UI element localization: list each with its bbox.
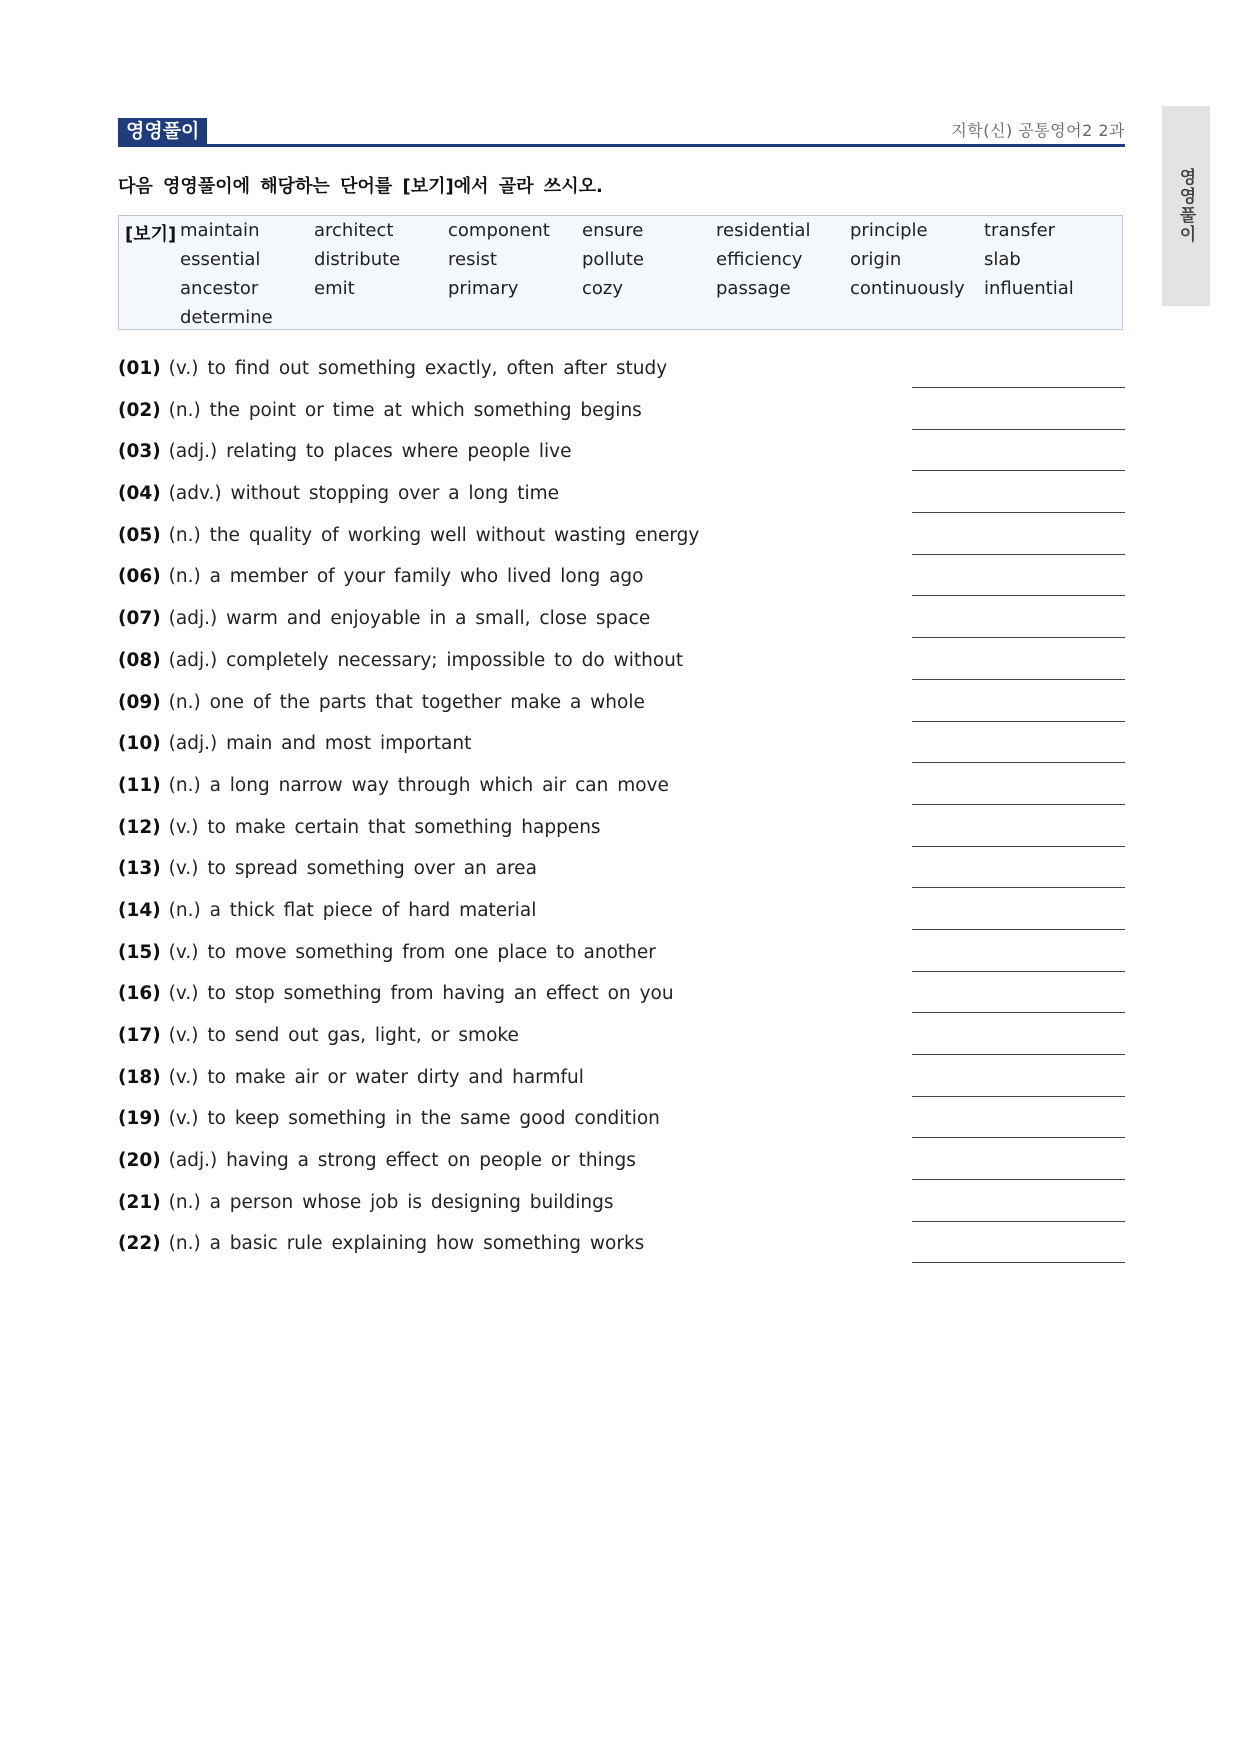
word-bank-item: emit (314, 278, 355, 299)
section-label: 영영풀이 (118, 118, 207, 144)
question-definition: (v.) to make certain that something happens (168, 816, 601, 838)
question-number: (22) (118, 1233, 161, 1255)
question-definition: (v.) to move something from one place to another (168, 941, 656, 963)
side-tab-label: 영영풀이 (1175, 168, 1196, 244)
question-number: (07) (118, 608, 161, 630)
question-item (118, 358, 1125, 400)
answer-blank[interactable] (912, 512, 1125, 513)
word-bank-item: ancestor (180, 278, 259, 299)
question-item (118, 1233, 1125, 1275)
question-list (118, 358, 1125, 1275)
answer-blank[interactable] (912, 637, 1125, 638)
answer-blank[interactable] (912, 429, 1125, 430)
header-divider (118, 144, 1125, 147)
question-number: (18) (118, 1066, 161, 1088)
answer-blank[interactable] (912, 804, 1125, 805)
instruction: 다음 영영풀이에 해당하는 단어를 [보기]에서 골라 쓰시오. (118, 176, 603, 197)
word-bank-item: influential (984, 278, 1074, 299)
question-item (118, 525, 1125, 567)
question-definition: (n.) a person whose job is designing buildings (168, 1191, 614, 1213)
question-item (118, 900, 1125, 942)
question-number: (16) (118, 983, 161, 1005)
question-definition: (n.) the point or time at which something begins (168, 399, 642, 421)
question-item (118, 942, 1125, 984)
question-number: (04) (118, 483, 161, 505)
question-item (118, 1108, 1125, 1150)
question-number: (06) (118, 566, 161, 588)
answer-blank[interactable] (912, 1012, 1125, 1013)
question-item (118, 441, 1125, 483)
answer-blank[interactable] (912, 721, 1125, 722)
word-bank-item: residential (716, 220, 811, 241)
textbook-title: 지학(신) 공통영어2 2과 (951, 121, 1125, 140)
word-bank-item: slab (984, 249, 1021, 270)
question-item (118, 817, 1125, 859)
question-item (118, 650, 1125, 692)
question-definition: (n.) a member of your family who lived long ago (168, 566, 644, 588)
question-number: (13) (118, 858, 161, 880)
question-definition: (v.) to spread something over an area (168, 858, 537, 880)
question-item (118, 983, 1125, 1025)
question-number: (20) (118, 1150, 161, 1172)
question-definition: (v.) to make air or water dirty and harmful (168, 1066, 584, 1088)
question-number: (08) (118, 649, 161, 671)
question-item (118, 1025, 1125, 1067)
question-item (118, 1067, 1125, 1109)
word-bank-item: ensure (582, 220, 644, 241)
word-bank-item: architect (314, 220, 394, 241)
word-bank-item: principle (850, 220, 928, 241)
question-number: (11) (118, 774, 161, 796)
question-definition: (adj.) warm and enjoyable in a small, close space (168, 608, 651, 630)
question-number: (19) (118, 1108, 161, 1130)
word-bank-item: cozy (582, 278, 624, 299)
question-definition: (v.) to send out gas, light, or smoke (168, 1025, 519, 1046)
question-number: (05) (118, 524, 161, 546)
question-item (118, 858, 1125, 900)
question-definition: (n.) a thick flat piece of hard material (168, 899, 537, 921)
question-definition: (adj.) relating to places where people live (168, 441, 572, 463)
word-bank-item: component (448, 220, 550, 241)
question-definition: (adj.) main and most important (168, 733, 472, 755)
word-bank-item: essential (180, 249, 261, 270)
question-definition: (n.) a basic rule explaining how something works (168, 1233, 645, 1255)
question-definition: (v.) to keep something in the same good condition (168, 1108, 660, 1130)
question-definition: (adv.) without stopping over a long time (168, 483, 560, 505)
question-number: (09) (118, 691, 161, 713)
word-bank-item: transfer (984, 220, 1056, 241)
question-item (118, 692, 1125, 734)
answer-blank[interactable] (912, 554, 1125, 555)
question-item (118, 608, 1125, 650)
answer-blank[interactable] (912, 1054, 1125, 1055)
question-definition: (adj.) completely necessary; impossible to do without (168, 649, 684, 671)
answer-blank[interactable] (912, 971, 1125, 972)
word-bank-item: passage (716, 278, 791, 299)
word-bank-grid (180, 220, 1118, 336)
question-number: (10) (118, 733, 161, 755)
question-definition: (adj.) having a strong effect on people or things (168, 1150, 636, 1172)
word-bank-item: pollute (582, 249, 644, 270)
question-item (118, 566, 1125, 608)
question-definition: (n.) one of the parts that together make a whole (168, 691, 645, 713)
answer-blank[interactable] (912, 887, 1125, 888)
question-number: (12) (118, 816, 161, 838)
question-item (118, 1150, 1125, 1192)
question-item (118, 733, 1125, 775)
word-bank-item: primary (448, 278, 519, 299)
word-bank-item: distribute (314, 249, 401, 270)
question-number: (01) (118, 358, 161, 379)
question-number: (17) (118, 1025, 161, 1046)
question-definition: (v.) to find out something exactly, often after study (168, 358, 668, 379)
answer-blank[interactable] (912, 1221, 1125, 1222)
question-item (118, 483, 1125, 525)
question-number: (21) (118, 1191, 161, 1213)
word-bank-item: efficiency (716, 249, 803, 270)
word-bank (118, 215, 1123, 330)
question-number: (15) (118, 941, 161, 963)
question-number: (02) (118, 399, 161, 421)
answer-blank[interactable] (912, 1096, 1125, 1097)
question-item (118, 775, 1125, 817)
answer-blank[interactable] (912, 762, 1125, 763)
question-number: (14) (118, 899, 161, 921)
answer-blank[interactable] (912, 679, 1125, 680)
answer-blank[interactable] (912, 470, 1125, 471)
answer-blank[interactable] (912, 1137, 1125, 1138)
word-bank-item: resist (448, 249, 497, 270)
question-definition: (n.) the quality of working well without wasting energy (168, 524, 700, 546)
question-item (118, 400, 1125, 442)
word-bank-item: continuously (850, 278, 965, 299)
word-bank-item: maintain (180, 220, 260, 241)
answer-blank[interactable] (912, 595, 1125, 596)
word-bank-label: [보기] (125, 224, 177, 245)
word-bank-item: determine (180, 307, 273, 328)
question-definition: (n.) a long narrow way through which air can move (168, 774, 669, 796)
answer-blank[interactable] (912, 387, 1125, 388)
side-tab (1162, 106, 1210, 306)
question-number: (03) (118, 441, 161, 463)
answer-blank[interactable] (912, 929, 1125, 930)
question-definition: (v.) to stop something from having an effect on you (168, 983, 674, 1005)
answer-blank[interactable] (912, 1262, 1125, 1263)
answer-blank[interactable] (912, 1179, 1125, 1180)
question-item (118, 1192, 1125, 1234)
word-bank-item: origin (850, 249, 902, 270)
answer-blank[interactable] (912, 846, 1125, 847)
